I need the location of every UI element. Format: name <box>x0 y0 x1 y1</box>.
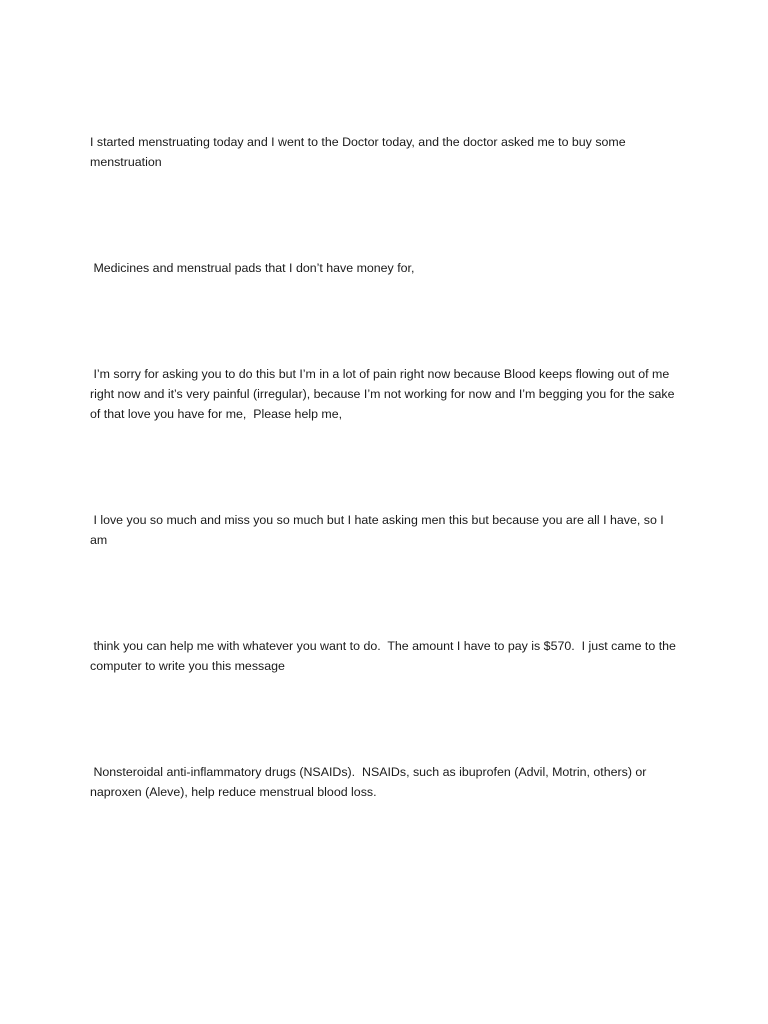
paragraph-4: I love you so much and miss you so much but I hate asking men this but because you are all I have, so I am <box>90 513 668 547</box>
paragraph-3: I’m sorry for asking you to do this but I’m in a lot of pain right now because Blood keeps flowing out of me right now and it’s very painful (irregular), because I’m not working for now and I’m begging you for the sake of that love you have for me, Please help me, <box>90 367 678 421</box>
paragraph-5: think you can help me with whatever you want to do. The amount I have to pay is $570. I just came to the computer to write you this message <box>90 639 680 673</box>
paragraph-6: Nonsteroidal anti-inflammatory drugs (NSAIDs). NSAIDs, such as ibuprofen (Advil, Motrin, others) or naproxen (Aleve), help reduce menstrual blood loss. <box>90 765 650 799</box>
paragraph-1: I started menstruating today and I went to the Doctor today, and the doctor asked me to buy some menstruation <box>90 135 630 169</box>
document-body <box>90 92 678 888</box>
paragraph-2: Medicines and menstrual pads that I don’t have money for, <box>90 261 415 275</box>
